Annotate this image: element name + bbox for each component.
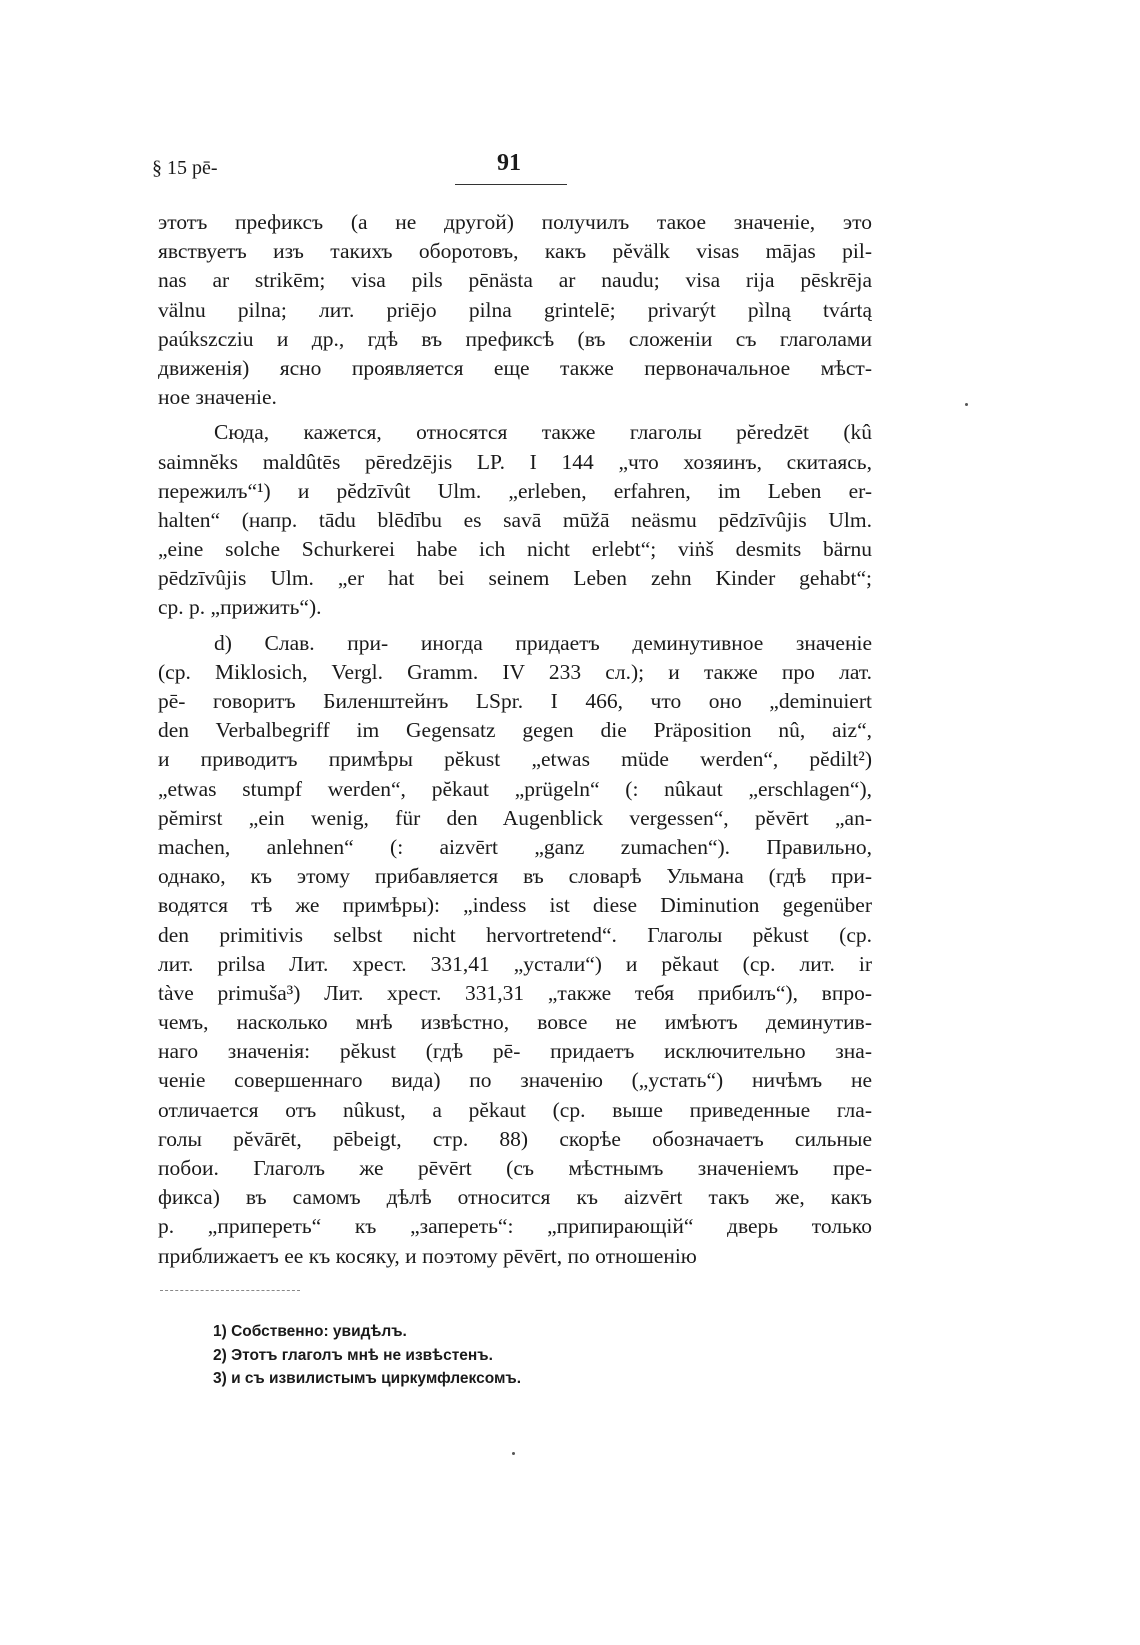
scan-speck — [512, 1452, 515, 1455]
text-line: den primitivis selbst nicht hervortretend“. Глаголы pĕkust (ср. — [158, 922, 872, 947]
text-line: голы pĕvārēt, pēbeigt, стр. 88) скорѣе обозначаетъ сильные — [158, 1126, 872, 1151]
text-line: den Verbalbegriff im Gegensatz gegen die Präposition nû, aiz“, — [158, 718, 872, 743]
text-line: однако, къ этому прибавляется въ словарѣ Ульмана (гдѣ при- — [158, 864, 872, 889]
text-line: ное значенiе. — [158, 385, 277, 410]
footnote-divider — [160, 1290, 300, 1291]
text-line: Сюда, кажется, относятся также глаголы pĕredzēt (kû — [214, 420, 872, 445]
text-line: приближаетъ ее къ косяку, и поэтому pēvērt, по отношенiю — [158, 1243, 697, 1268]
text-line: р. „припереть“ къ „запереть“: „припирающiй“ дверь только — [158, 1214, 872, 1239]
text-line: saimnĕks maldûtēs pēredzējis LP. I 144 „что хозяинъ, скитаясь, — [158, 449, 872, 474]
text-line: nas ar strikēm; visa pils pēnästa ar naudu; visa rija pēskrēja — [158, 268, 872, 293]
text-line: побои. Глаголъ же pēvērt (съ мѣстнымъ значенiемъ пре- — [158, 1156, 872, 1180]
page-header-section: § 15 pē- — [152, 157, 218, 179]
text-line: лит. prilsa Лит. хрест. 331,41 „устали“) и pĕkaut (ср. лит. ir — [158, 951, 872, 976]
text-line: (ср. Miklosich, Vergl. Gramm. IV 233 сл.); и также про лат. — [158, 659, 872, 684]
text-line: tàve primuša³) Лит. хрест. 331,31 „также тебя прибилъ“), впро- — [158, 980, 872, 1005]
text-line: пережилъ“¹) и pĕdzīvût Ulm. „erleben, erfahren, im Leben er- — [158, 478, 872, 503]
header-rule — [455, 184, 567, 185]
paragraph — [158, 629, 872, 1271]
page-number: 91 — [497, 150, 521, 176]
footnotes — [213, 1320, 521, 1391]
text-line: pĕmirst „ein wenig, für den Augenblick vergessen“, pĕvērt „an- — [158, 805, 872, 830]
footnote-2: 2) Этотъ глаголъ мнѣ не извѣстенъ. — [213, 1346, 493, 1364]
scan-speck — [965, 403, 968, 406]
text-line: чемъ, насколько мнѣ извѣстно, вовсе не имѣютъ деминутив- — [158, 1010, 872, 1035]
text-line: „eine solche Schurkerei habe ich nicht erlebt“; viṅš desmits bärnu — [158, 537, 872, 562]
text-line: machen, anlehnen“ (: aizvērt „ganz zumachen“). Правильно, — [158, 834, 872, 859]
footnote-3: 3) и съ извилистымъ циркумфлексомъ. — [213, 1370, 522, 1387]
text-line: наго значенiя: pĕkust (гдѣ pē- придаетъ исключительно зна- — [158, 1039, 872, 1064]
text-line: pēdzīvûjis Ulm. „er hat bei seinem Leben zehn Kinder gehabt“; — [158, 566, 872, 591]
text-line: d) Слав. при- иногда придаетъ деминутивное значенiе — [214, 630, 872, 655]
text-line: halten“ (напр. tādu blēdību es savā mūžā neäsmu pēdzīvûjis Ulm. — [158, 507, 872, 532]
text-line: и приводитъ примѣры pĕkust „etwas müde werden“, pĕdilt²) — [158, 747, 872, 772]
body-text — [158, 208, 872, 1271]
paragraph — [158, 208, 872, 412]
text-line: фикса) въ самомъ дѣлѣ относится къ aizvērt такъ же, какъ — [158, 1185, 872, 1210]
text-line: välnu pilna; лит. priējo pilna grintelē; privarýt pìlną tvártą — [158, 297, 872, 322]
text-line: движенiя) ясно проявляется еще также первоначальное мѣст- — [158, 355, 872, 380]
footnote-1: 1) Собственно: увидѣлъ. — [213, 1323, 407, 1340]
text-line: paúkszcziu и др., гдѣ въ префиксѣ (въ сложенiи съ глаголами — [158, 326, 872, 351]
text-line: этотъ префиксъ (а не другой) получилъ такое значенiе, это — [158, 210, 872, 234]
text-line: pē- говоритъ Биленштейнъ LSpr. I 466, что оно „deminuiert — [158, 689, 872, 713]
text-line: водятся тѣ же примѣры): „indess ist diese Diminution gegenüber — [158, 893, 872, 918]
text-line: „etwas stumpf werden“, pĕkaut „prügeln“ (: nûkaut „erschlagen“), — [158, 776, 872, 801]
text-line: отличается отъ nûkust, а pĕkaut (ср. выше приведенные гла- — [158, 1097, 872, 1122]
text-line: ченiе совершеннаго вида) по значенiю („устать“) ничѣмъ не — [158, 1068, 872, 1093]
text-line: ср. р. „прижить“). — [158, 595, 322, 620]
text-line: явствуетъ изъ такихъ оборотовъ, какъ pĕvälk visas mājas pil- — [158, 239, 872, 264]
paragraph — [158, 418, 872, 622]
